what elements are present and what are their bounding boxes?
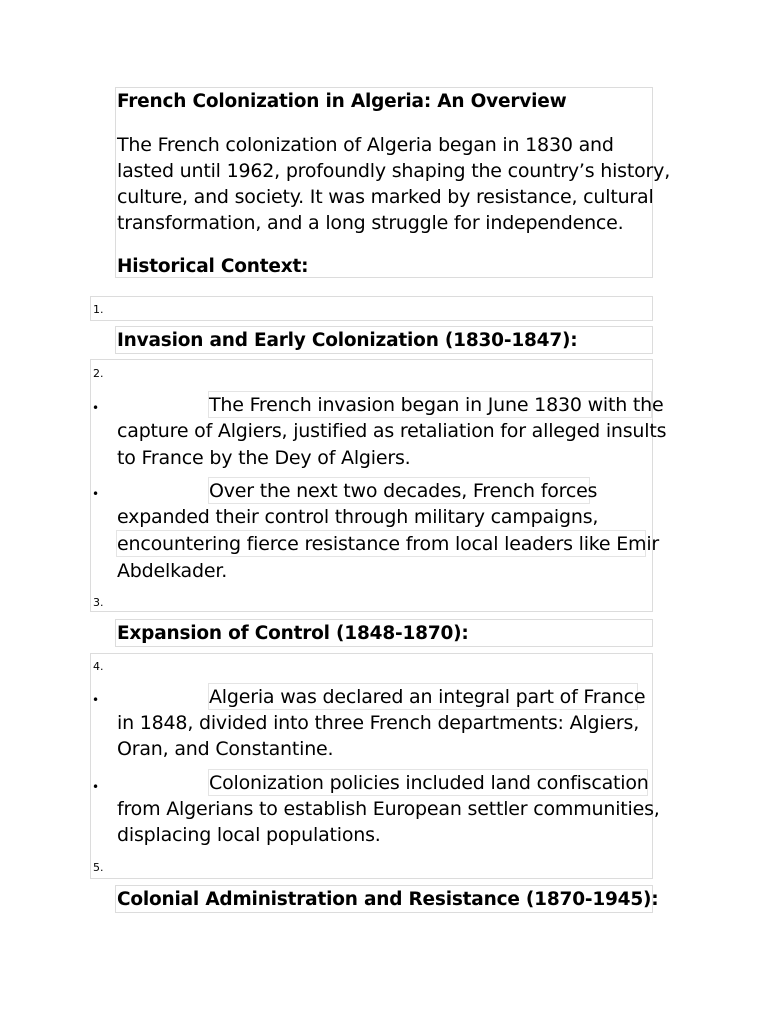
bullet-marker: • — [92, 780, 100, 794]
section-2-bullet-1-line-3: Oran, and Constantine. — [117, 738, 334, 760]
list-number-4: 4. — [93, 660, 104, 673]
section-2-heading: Expansion of Control (1848-1870): — [117, 623, 469, 644]
section-2-bullet-2-line-1: Colonization policies included land confiscation — [209, 772, 649, 794]
intro-line-2: lasted until 1962, profoundly shaping the country’s history, — [117, 160, 671, 182]
section-1-bullet-1-line-3: to France by the Dey of Algiers. — [117, 447, 411, 469]
list-number-1: 1. — [93, 303, 104, 316]
section-1-heading: Invasion and Early Colonization (1830-1847): — [117, 330, 578, 351]
section-2-bullet-1-line-2: in 1848, divided into three French departments: Algiers, — [117, 712, 640, 734]
section-2-bullet-2-line-2: from Algerians to establish European settler communities, — [117, 798, 660, 820]
section-2-bullet-2-line-3: displacing local populations. — [117, 824, 381, 846]
bullet-marker: • — [92, 487, 100, 501]
section-1-bullet-1-line-2: capture of Algiers, justified as retaliation for alleged insults — [117, 420, 667, 442]
intro-line-4: transformation, and a long struggle for independence. — [117, 212, 624, 234]
section-1-bullet-2-line-2: expanded their control through military campaigns, — [117, 506, 599, 528]
list-number-2: 2. — [93, 367, 104, 380]
list-number-3: 3. — [93, 596, 104, 609]
bullet-marker: • — [92, 693, 100, 707]
bullet-marker: • — [92, 401, 100, 415]
section-3-heading: Colonial Administration and Resistance (1870-1945): — [117, 889, 659, 910]
historical-context-heading: Historical Context: — [117, 256, 309, 277]
intro-line-1: The French colonization of Algeria began in 1830 and — [117, 134, 614, 156]
document-title: French Colonization in Algeria: An Overview — [117, 91, 567, 112]
section-1-bullet-2-line-3: encountering fierce resistance from local leaders like Emir — [117, 533, 660, 555]
section-1-bullet-1-line-1: The French invasion began in June 1830 with the — [209, 394, 664, 416]
list-item-1-box — [90, 296, 653, 321]
list-number-5: 5. — [93, 861, 104, 874]
section-1-bullet-2-line-1: Over the next two decades, French forces — [209, 480, 598, 502]
section-2-bullet-1-line-1: Algeria was declared an integral part of France — [209, 686, 646, 708]
intro-line-3: culture, and society. It was marked by resistance, cultural — [117, 186, 654, 208]
section-1-bullet-2-line-4: Abdelkader. — [117, 560, 228, 582]
